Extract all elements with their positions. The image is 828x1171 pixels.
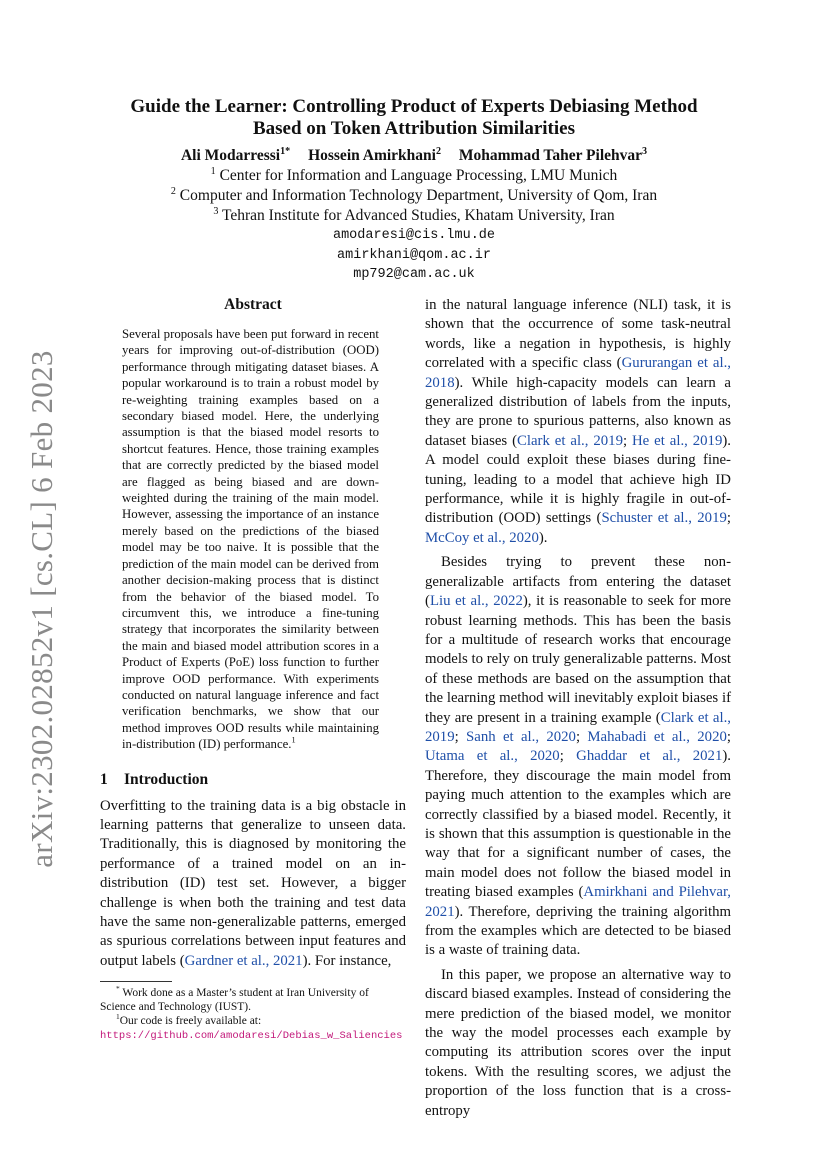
- citation-link[interactable]: Amirkhani and Pilehvar, 2021: [425, 884, 731, 920]
- paper-title: [90, 96, 738, 140]
- citation-link[interactable]: Mahabadi et al., 2020: [587, 728, 727, 745]
- citation-link[interactable]: Gururangan et al., 2018: [425, 355, 731, 391]
- intro-paragraph-2: in the natural language inference (NLI) task, it is shown that the occurrence of some task-neutral words, like a negation in hypothesis, is highly correlated with a specific class (Gururangan et al., 2018). While high-capacity models can learn a generalized distribution of labels from the inputs, they are prone to spurious patterns, also known as dataset biases (Clark et al., 2019; He et al., 2019). A model could exploit these biases during fine-tuning, leading to a model that achieve high ID performance, while it is highly fragile in out-of-distribution (OOD) settings (Schuster et al., 2019; McCoy et al., 2020).: [425, 297, 732, 546]
- footnote-1: * Work done as a Master’s student at Iran University of Science and Technology (IUST).: [100, 984, 369, 1014]
- affiliation-2: $^2$ Computer and Information Technology Department, University of Qom, Iran: [170, 185, 658, 204]
- footnote-2: $^1$Our code is freely available at: https://github.com/amodaresi/Debias_w_Saliencies: [100, 1012, 403, 1043]
- arxiv-identifier-text: arXiv:2302.02852v1 [cs.CL] 6 Feb 2023: [24, 350, 59, 868]
- citation-link[interactable]: Schuster et al., 2019: [601, 510, 727, 527]
- right-column: [425, 296, 731, 1121]
- abstract-heading: Abstract: [224, 296, 282, 313]
- email-1[interactable]: amodaresi@cis.lmu.de: [332, 228, 496, 243]
- affiliation-3: $^3$ Tehran Institute for Advanced Studies, Khatam University, Iran: [213, 205, 615, 224]
- citation-link[interactable]: McCoy et al., 2020: [425, 529, 539, 546]
- author-2: Hossein Amirkhani$^2$: [308, 145, 441, 164]
- abstract-body: Several proposals have been put forward in recent years for improving out-of-distribution (OOD) performance through mitigating dataset biases. A popular workaround is to train a robust model by re-weighting training examples based on a secondary biased model. Here, the underlying assumption is that the biased model resorts to shortcut features. Hence, those training examples that are correctly predicted by the biased model are flagged as being biased and are down-weighted during the training of the main model. However, assessing the importance of an instance merely based on the predictions of the biased model may be too naive. It is possible that the prediction of the main model can be derived from another decision-making process that is distinct from the behavior of the biased model. To circumvent this, we introduce a fine-tuning strategy that incorporates the similarity between the main and biased model attribution scores in a Product of Experts (PoE) loss function to further improve OOD performance. With experiments conducted on natural language inference and fact verification benchmarks, we show that our method improves OOD results while maintaining in-distribution (ID) performance.$^1$: [122, 327, 379, 752]
- email-2[interactable]: amirkhani@qom.ac.ir: [337, 247, 491, 263]
- citation-link[interactable]: Ghaddar et al., 2021: [576, 748, 723, 765]
- title-line-2: Based on Token Attribution Similarities: [252, 118, 575, 139]
- citation-link[interactable]: Liu et al., 2022: [429, 593, 523, 610]
- paper-header: [90, 96, 738, 285]
- citation-link[interactable]: Sanh et al., 2020: [466, 728, 576, 745]
- title-line-1: Guide the Learner: Controlling Product of Experts Debiasing Method: [130, 96, 698, 117]
- footnote-divider: [100, 981, 172, 982]
- author-1: Ali Modarressi$^{1*}$: [180, 145, 291, 164]
- intro-paragraph-4: In this paper, we propose an alternative way to discard biased examples. Instead of considering the mere prediction of the biased model, we monitor the way the model processes each example by computing its attribution scores over the input tokens. With the resulting scores, we adjust the proportion of the loss function that is a cross-entropy: [425, 966, 731, 1119]
- author-3: Mohammad Taher Pilehvar$^3$: [458, 145, 648, 164]
- citation-link[interactable]: He et al., 2019: [632, 432, 723, 449]
- arxiv-identifier: [22, 350, 62, 868]
- citation-link[interactable]: Gardner et al., 2021: [184, 952, 303, 969]
- citation-link[interactable]: Clark et al., 2019: [425, 709, 732, 745]
- code-repository-link[interactable]: https://github.com/amodaresi/Debias_w_Saliencies: [100, 1030, 403, 1043]
- email-3[interactable]: mp792@cam.ac.uk: [353, 267, 475, 282]
- citation-link[interactable]: Clark et al., 2019: [517, 432, 623, 449]
- intro-paragraph-3: Besides trying to prevent these non-generalizable artifacts from entering the dataset (Liu et al., 2022), it is reasonable to seek for more robust learning methods. This has been the basis for a multitude of research works that encourage models to rely on truly generalizable patterns. Most of these methods are based on the assumption that the learning method will inevitably exploit biases if they are present in a training example (Clark et al., 2019; Sanh et al., 2020; Mahabadi et al., 2020; Utama et al., 2020; Ghaddar et al., 2021). Therefore, they discourage the main model from paying much attention to the examples which are correctly classified by a biased model. Recently, it is shown that this assumption is questionable in the way that for a significant number of cases, the main model does not follow the biased model in treating biased examples (Amirkhani and Pilehvar, 2021). Therefore, depriving the training algorithm from the examples which are detected to be biased is a waste of training data.: [425, 554, 732, 959]
- author-list: [90, 146, 738, 166]
- affiliation-1: $^1$ Center for Information and Language Processing, LMU Munich: [210, 165, 618, 184]
- citation-link[interactable]: Utama et al., 2020: [425, 748, 560, 765]
- section-heading-introduction: 1 Introduction: [100, 770, 209, 788]
- abstract-footnote-mark[interactable]: 1: [291, 735, 296, 745]
- left-column: [100, 296, 406, 1043]
- intro-paragraph-1: Overfitting to the training data is a big obstacle in learning patterns that generalize to unseen data. Traditionally, this is diagnosed by monitoring the performance of a trained model on an in-distribution (ID) test set. However, a bigger challenge is when both the training and test data have the same non-generalizable patterns, emerged as spurious correlations between input features and output labels (Gardner et al., 2021). For instance,: [100, 797, 406, 969]
